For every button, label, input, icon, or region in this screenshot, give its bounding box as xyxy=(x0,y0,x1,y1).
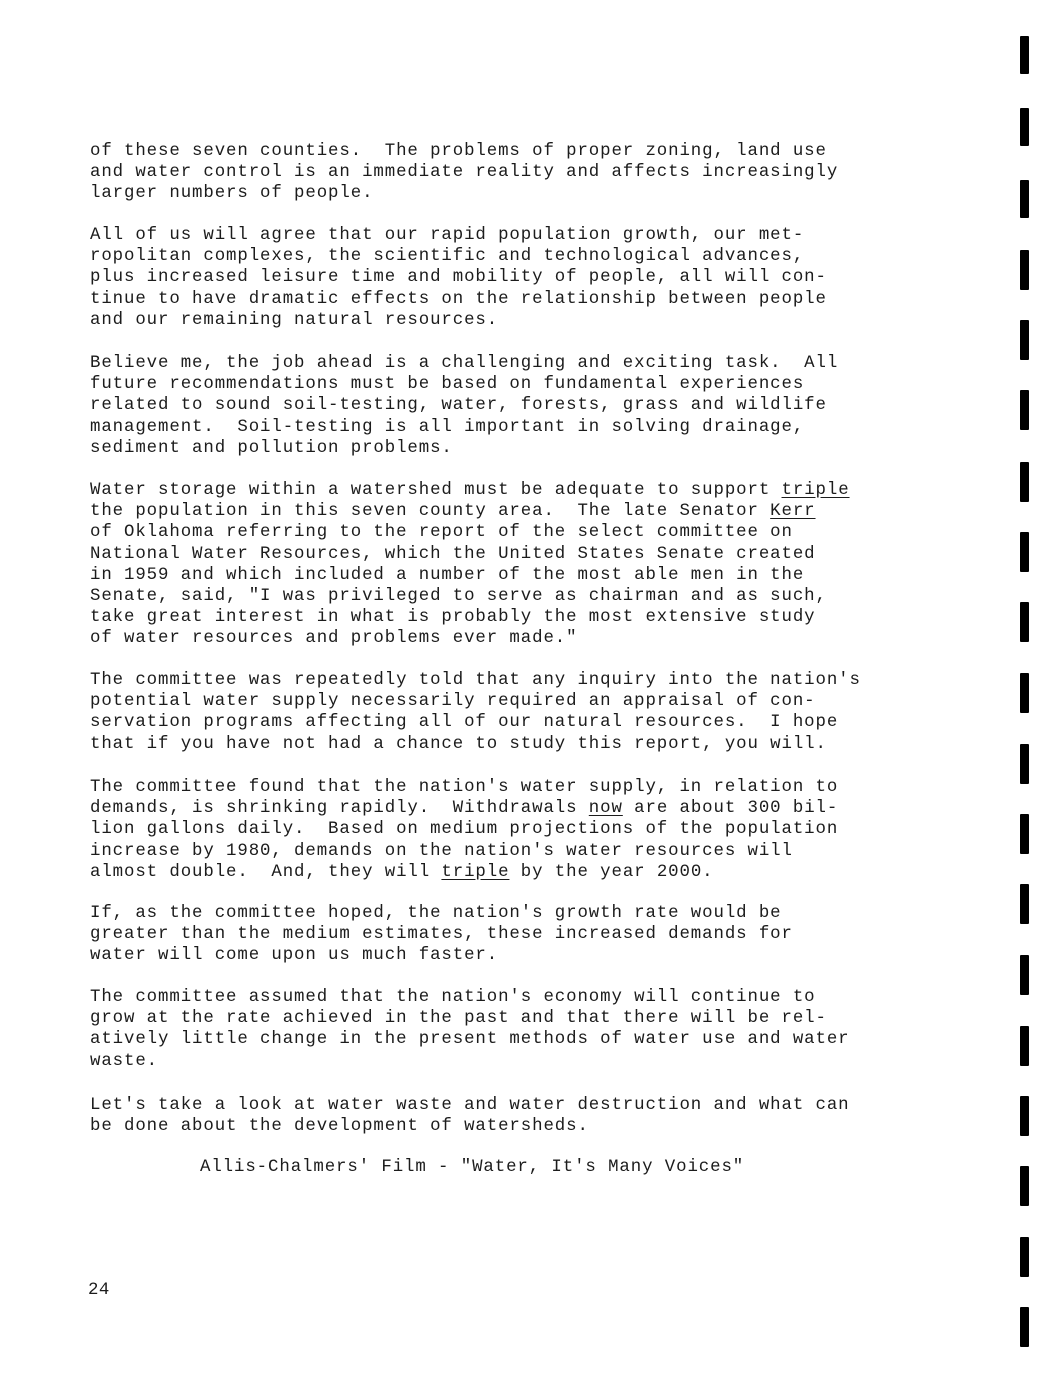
underlined-word: now xyxy=(588,799,623,819)
edge-mark xyxy=(1020,462,1029,502)
text-line xyxy=(90,607,960,628)
text-line xyxy=(90,353,960,374)
text-segment: If, as the committee hoped, the nation's growth rate would be xyxy=(90,904,782,923)
edge-mark xyxy=(1020,250,1029,290)
text-segment: future recommendations must be based on fundamental experiences xyxy=(90,375,805,395)
text-line xyxy=(90,862,960,883)
text-segment: Water storage within a watershed must be adequate to support xyxy=(90,481,782,500)
text-segment: of Oklahoma referring to the report of the select committee on xyxy=(90,523,793,543)
paragraph xyxy=(90,353,960,459)
edge-mark xyxy=(1020,1096,1029,1136)
film-caption: Allis-Chalmers' Film - "Water, It's Many Voices" xyxy=(200,1158,745,1177)
text-segment: almost double. And, they will xyxy=(90,862,442,882)
text-segment: are about 300 bil- xyxy=(622,799,839,819)
paragraph xyxy=(90,1095,960,1137)
edge-mark xyxy=(1020,1307,1029,1347)
text-segment: by the year 2000. xyxy=(509,862,714,882)
edge-mark xyxy=(1020,108,1029,146)
text-segment: demands, is shrinking rapidly. Withdrawals xyxy=(90,799,589,819)
paragraph xyxy=(90,777,960,883)
paragraph xyxy=(90,670,960,755)
text-segment: grow at the rate achieved in the past and that there will be rel- xyxy=(90,1009,827,1029)
text-segment: be done about the development of watersheds. xyxy=(90,1117,589,1137)
text-segment: potential water supply necessarily required an appraisal of con- xyxy=(90,692,816,712)
text-segment: servation programs affecting all of our natural resources. I hope xyxy=(90,713,839,733)
text-line xyxy=(90,374,960,395)
edge-mark xyxy=(1020,673,1029,713)
edge-mark xyxy=(1020,814,1029,854)
text-line xyxy=(90,1008,960,1029)
page-number: 24 xyxy=(88,1281,110,1300)
text-line xyxy=(90,480,960,501)
text-segment: that if you have not had a chance to study this report, you will. xyxy=(90,734,827,754)
text-segment: in 1959 and which included a number of the most able men in the xyxy=(90,565,805,585)
text-segment: take great interest in what is probably the most extensive study xyxy=(90,608,816,628)
text-line xyxy=(90,1051,960,1072)
text-line xyxy=(90,438,960,459)
paragraph xyxy=(90,141,960,205)
edge-mark xyxy=(1020,1166,1029,1206)
text-segment: of these seven counties. The problems of proper zoning, land use xyxy=(90,142,827,161)
text-line xyxy=(90,712,960,733)
edge-mark xyxy=(1020,744,1029,784)
text-line xyxy=(90,798,960,819)
underlined-word: Kerr xyxy=(770,502,816,522)
edge-mark xyxy=(1020,320,1029,360)
edge-mark xyxy=(1020,955,1029,995)
text-line xyxy=(90,1029,960,1050)
text-line xyxy=(90,395,960,416)
text-line xyxy=(90,267,960,288)
text-line xyxy=(90,734,960,755)
text-line xyxy=(90,162,960,183)
text-line xyxy=(90,225,960,246)
text-segment: larger numbers of people. xyxy=(90,184,374,204)
text-line xyxy=(90,777,960,798)
edge-mark xyxy=(1020,884,1029,924)
text-segment: ropolitan complexes, the scientific and technological advances, xyxy=(90,247,805,267)
text-segment: The committee found that the nation's water supply, in relation to xyxy=(90,778,839,797)
text-segment: plus increased leisure time and mobility of people, all will con- xyxy=(90,268,827,288)
text-line xyxy=(90,183,960,204)
text-line xyxy=(90,945,960,966)
text-segment: and water control is an immediate reality and affects increasingly xyxy=(90,163,839,183)
text-line xyxy=(90,289,960,310)
text-line xyxy=(90,628,960,649)
edge-mark xyxy=(1020,36,1029,74)
paragraph xyxy=(90,225,960,331)
text-line xyxy=(90,565,960,586)
text-segment: Believe me, the job ahead is a challenging and exciting task. All xyxy=(90,354,839,373)
text-line xyxy=(90,819,960,840)
text-line xyxy=(90,417,960,438)
text-line xyxy=(90,310,960,331)
text-segment: and our remaining natural resources. xyxy=(90,310,499,330)
edge-mark xyxy=(1020,1237,1029,1277)
text-segment: the population in this seven county area. The late Senator xyxy=(90,502,771,522)
text-line xyxy=(90,501,960,522)
text-segment: National Water Resources, which the United States Senate created xyxy=(90,544,816,564)
paragraph xyxy=(90,987,960,1072)
text-segment: lion gallons daily. Based on medium projections of the population xyxy=(90,820,839,840)
edge-mark xyxy=(1020,602,1029,642)
text-line xyxy=(90,903,960,924)
text-segment: water will come upon us much faster. xyxy=(90,946,499,966)
text-line xyxy=(90,1116,960,1137)
text-line xyxy=(90,924,960,945)
text-segment: Senate, said, "I was privileged to serve as chairman and as such, xyxy=(90,587,827,607)
text-segment: increase by 1980, demands on the nation's water resources will xyxy=(90,841,793,861)
text-segment: The committee assumed that the nation's economy will continue to xyxy=(90,988,816,1007)
text-segment: of water resources and problems ever made." xyxy=(90,629,578,649)
edge-mark xyxy=(1020,1026,1029,1066)
edge-mark xyxy=(1020,390,1029,430)
text-segment: All of us will agree that our rapid population growth, our met- xyxy=(90,226,805,245)
paragraph xyxy=(90,903,960,967)
underlined-word: triple xyxy=(781,481,850,500)
text-line xyxy=(90,1095,960,1116)
paragraph xyxy=(90,480,960,650)
text-segment: atively little change in the present methods of water use and water xyxy=(90,1030,850,1050)
text-segment: management. Soil-testing is all important in solving drainage, xyxy=(90,417,805,437)
text-line xyxy=(90,691,960,712)
text-segment: greater than the medium estimates, these increased demands for xyxy=(90,925,793,945)
text-line xyxy=(90,987,960,1008)
text-segment: tinue to have dramatic effects on the relationship between people xyxy=(90,289,827,309)
text-segment: waste. xyxy=(90,1051,159,1071)
edge-mark xyxy=(1020,532,1029,572)
text-line xyxy=(90,246,960,267)
text-segment: The committee was repeatedly told that any inquiry into the nation's xyxy=(90,671,861,690)
text-segment: related to sound soil-testing, water, forests, grass and wildlife xyxy=(90,396,827,416)
text-segment: Let's take a look at water waste and water destruction and what can xyxy=(90,1096,850,1115)
text-line xyxy=(90,670,960,691)
underlined-word: triple xyxy=(441,862,510,882)
edge-mark xyxy=(1020,180,1029,218)
text-segment: sediment and pollution problems. xyxy=(90,438,453,458)
text-line xyxy=(90,586,960,607)
text-line xyxy=(90,841,960,862)
text-line xyxy=(90,522,960,543)
text-line xyxy=(90,544,960,565)
text-line xyxy=(90,141,960,162)
